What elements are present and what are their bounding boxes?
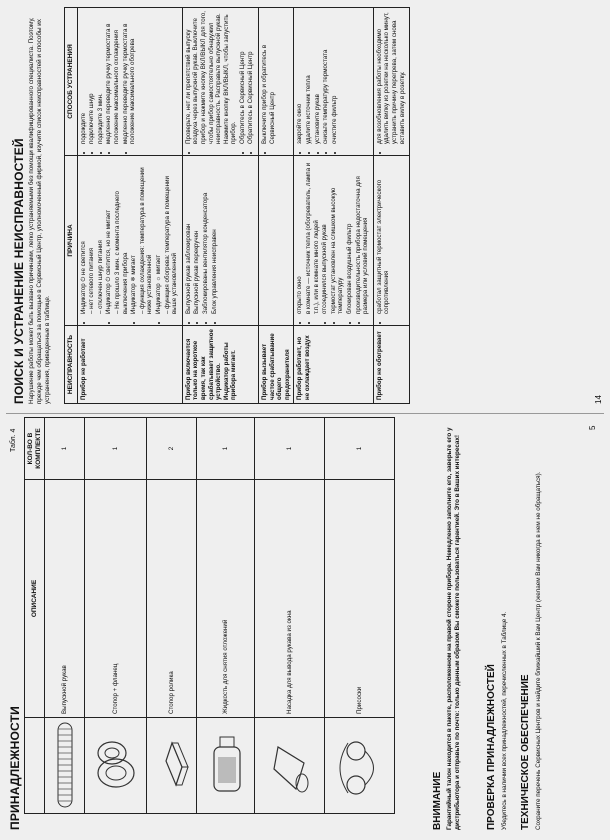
row-remedies xyxy=(182,8,258,156)
cause-item: • Индикатор ⏻ не светится xyxy=(80,159,88,314)
remedy-item: • Обратитесь в Сервисный Центр xyxy=(247,11,255,144)
table-row xyxy=(197,418,255,814)
remedy-item: • снизьте температуру термостата xyxy=(322,11,330,144)
row-fault: Прибор не обогревает xyxy=(373,326,409,404)
stopper-flange-icon xyxy=(86,719,146,813)
cause-item: • Индикатор ☼ мигает xyxy=(155,159,163,314)
row-fault: Прибор не работает xyxy=(77,326,182,404)
roller-stopper-icon xyxy=(148,719,196,813)
cause-item: – нет сетевого питания xyxy=(88,247,96,314)
suction-cups-icon xyxy=(326,719,394,813)
troubleshooting-intro: Нарушение работы может быть вызвано причинами, легко устраняемыми без помощи квалифицированного специалиста. Поэтому, прежде чем обращаться за помощью в Сервисный Центр, уполномоченный фирмой, изучите список неисправностей и способы их устранения, приведенные в таблице. xyxy=(28,17,52,404)
row-remedies xyxy=(259,8,294,156)
service-text: Сохраните перечень Сервисных Центров и найдите ближайший к Вам Центр (желаем Вам никогда в нем не обращаться). xyxy=(535,471,542,830)
table-label: Табл. 4 xyxy=(10,428,17,452)
row-description: Стопор + фланец xyxy=(85,480,147,718)
row-causes xyxy=(294,156,373,326)
row-fault: Прибор включается только на короткое время, так как срабатывает защитное устройство. Индикатор работы прибора мигает. xyxy=(182,326,258,404)
remedy-item: • установите рукав xyxy=(314,11,322,144)
row-causes xyxy=(77,156,182,326)
cause-item: – Не прошло 3 мин. с момента последнего выключения прибора xyxy=(113,191,129,314)
table-row xyxy=(85,418,147,814)
attention-title: ВНИМАНИЕ xyxy=(432,771,443,830)
row-description: Выпускной рукав xyxy=(45,480,85,718)
header-fault: НЕИСПРАВНОСТЬ xyxy=(65,326,78,404)
table-row xyxy=(373,8,409,404)
cause-item: • открыто окно xyxy=(296,159,304,314)
cause-item: • в комнате — источник тепла (обогреватель, лампа и т.п.), или в комнате много людей xyxy=(305,159,320,314)
row-quantity: 1 xyxy=(255,418,325,480)
cause-item: • Заблокированы вентилятор конденсатора xyxy=(202,159,210,314)
page-number-left: 5 xyxy=(588,425,597,430)
header-image-cell xyxy=(25,718,45,814)
cause-item: – функция обогрева: температура в помещении выше установленной xyxy=(163,176,179,314)
cause-item: • сработал защитный термостат электрического сопротивления xyxy=(376,159,391,314)
row-quantity: 1 xyxy=(197,418,255,480)
check-text: Убедитесь в наличии всех принадлежностей, перечисленных в Таблице 4. xyxy=(501,611,508,830)
row-causes xyxy=(259,156,294,326)
remedy-item: • для возобновления работы необходимо удалить вилку из розетки на несколько минут, устранить причину перегрева, затем снова вставить вилку в розетку. xyxy=(376,11,406,144)
header-description: ОПИСАНИЕ xyxy=(25,480,45,718)
row-remedies xyxy=(294,8,373,156)
table-row xyxy=(325,418,395,814)
row-image xyxy=(197,718,255,814)
window-nozzle-icon xyxy=(256,719,324,813)
remedy-item: • медленно переведите ручку термостата в положение максимального охлаждения xyxy=(105,11,120,144)
right-page xyxy=(0,0,610,412)
cause-item: – отключен шнур питания xyxy=(96,240,104,314)
row-remedies xyxy=(373,8,409,156)
row-causes xyxy=(182,156,258,326)
row-causes xyxy=(373,156,409,326)
attention-text: Гарантийный талон находится в пакете, расположенном на правой стороне прибора. Немедленно заполните его, заверьте его у дистрибьютора и отправьте по почте: только данным образом Вы сможете пользоваться гарантией. Это в Ваших интересах! xyxy=(446,427,462,830)
remedy-item: • подождите 3 мин. xyxy=(97,11,105,144)
remedy-item: • Выключите прибор и обратитесь в Сервисный Центр xyxy=(261,11,276,144)
row-image xyxy=(255,718,325,814)
row-image xyxy=(325,718,395,814)
row-description: Насадка для вывода рукава из окна xyxy=(255,480,325,718)
cause-item: • производительность прибора недостаточна для размера или условий помещения xyxy=(355,159,370,314)
row-quantity: 2 xyxy=(147,418,197,480)
table-row xyxy=(294,8,373,404)
cause-item: • Индикатор ❄ мигает xyxy=(130,159,138,314)
service-title: ТЕХНИЧЕСКОЕ ОБЕСПЕЧЕНИЕ xyxy=(520,674,531,830)
check-title: ПРОВЕРКА ПРИНАДЛЕЖНОСТЕЙ xyxy=(486,664,497,830)
liquid-bottle-icon xyxy=(198,719,254,813)
cause-item: • термостат установлен на слишком высокую температуру xyxy=(330,159,345,314)
row-quantity: 1 xyxy=(85,418,147,480)
row-description: Присоски xyxy=(325,480,395,718)
troubleshooting-table xyxy=(64,7,410,404)
troubleshooting-header-row xyxy=(65,8,78,404)
troubleshooting-title: ПОИСК И УСТРАНЕНИЕ НЕИСПРАВНОСТЕЙ xyxy=(12,138,26,404)
header-cause: ПРИЧИНА xyxy=(65,156,78,326)
row-description: Жидкость для снятия отложений xyxy=(197,480,255,718)
remedy-item: • Обратитесь в Сервисный Центр xyxy=(239,11,247,144)
cause-item: • Индикатор ⏻ светится, но не мигает xyxy=(105,159,113,314)
remedy-item: • медленно переведите ручку термостата в положение максимального обогрева xyxy=(122,11,137,144)
row-quantity: 1 xyxy=(45,418,85,480)
table-row xyxy=(259,8,294,404)
row-fault: Прибор работает, но не охлаждает воздух xyxy=(294,326,373,404)
accessories-table xyxy=(24,417,395,814)
accessories-title: ПРИНАДЛЕЖНОСТИ xyxy=(8,706,22,830)
header-remedy: СПОСОБ УСТРАНЕНИЯ xyxy=(65,8,78,156)
header-quantity: КОЛ-ВО В КОМПЛЕКТЕ xyxy=(25,418,45,480)
row-image xyxy=(85,718,147,814)
cause-item: • Выпускной рукав заблокирован xyxy=(185,159,193,314)
cause-item: – функция охлаждения: температура в помещении ниже установленной xyxy=(138,167,154,314)
row-image xyxy=(45,718,85,814)
table-row xyxy=(45,418,85,814)
table-row xyxy=(147,418,197,814)
row-remedies xyxy=(77,8,182,156)
row-fault: Прибор вызывает частое срабатывание общего предохранителя xyxy=(259,326,294,404)
remedy-item: • закройте окно xyxy=(296,11,304,144)
row-quantity: 1 xyxy=(325,418,395,480)
accessories-header-row xyxy=(25,418,45,814)
left-page xyxy=(0,412,610,840)
cause-item: • Блок управления неисправен xyxy=(211,159,219,314)
table-row xyxy=(255,418,325,814)
cause-item: • отсоединился выпускной рукав xyxy=(321,159,329,314)
remedy-item: • удалите источник тепла xyxy=(305,11,313,144)
page-spine xyxy=(6,413,604,414)
row-image xyxy=(147,718,197,814)
remedy-item: • подождите xyxy=(80,11,88,144)
cause-item: • Выпускной рукав перекручен xyxy=(193,159,201,314)
remedy-item: • Проверьте, нет ли препятствий выпуску воздуха через выпускной рукав. Выключите прибор и нажмите кнопку ВКЛ/ВЫКЛ для того, чтобы прибор самостоятельно обнаружил неисправность. Расправьте выпускной рукав. Нажмите кнопку ВКЛ/ВЫКЛ, чтобы запустить прибор. xyxy=(185,11,238,144)
cause-item: • блокирован воздушный фильтр xyxy=(346,159,354,314)
hose-icon xyxy=(46,719,84,813)
table-row xyxy=(77,8,182,404)
row-description: Стопор ролика xyxy=(147,480,197,718)
remedy-item: • очистите фильтр xyxy=(331,11,339,144)
remedy-item: • подключите шнур xyxy=(88,11,96,144)
page-number-right: 14 xyxy=(594,395,603,404)
table-row xyxy=(182,8,258,404)
